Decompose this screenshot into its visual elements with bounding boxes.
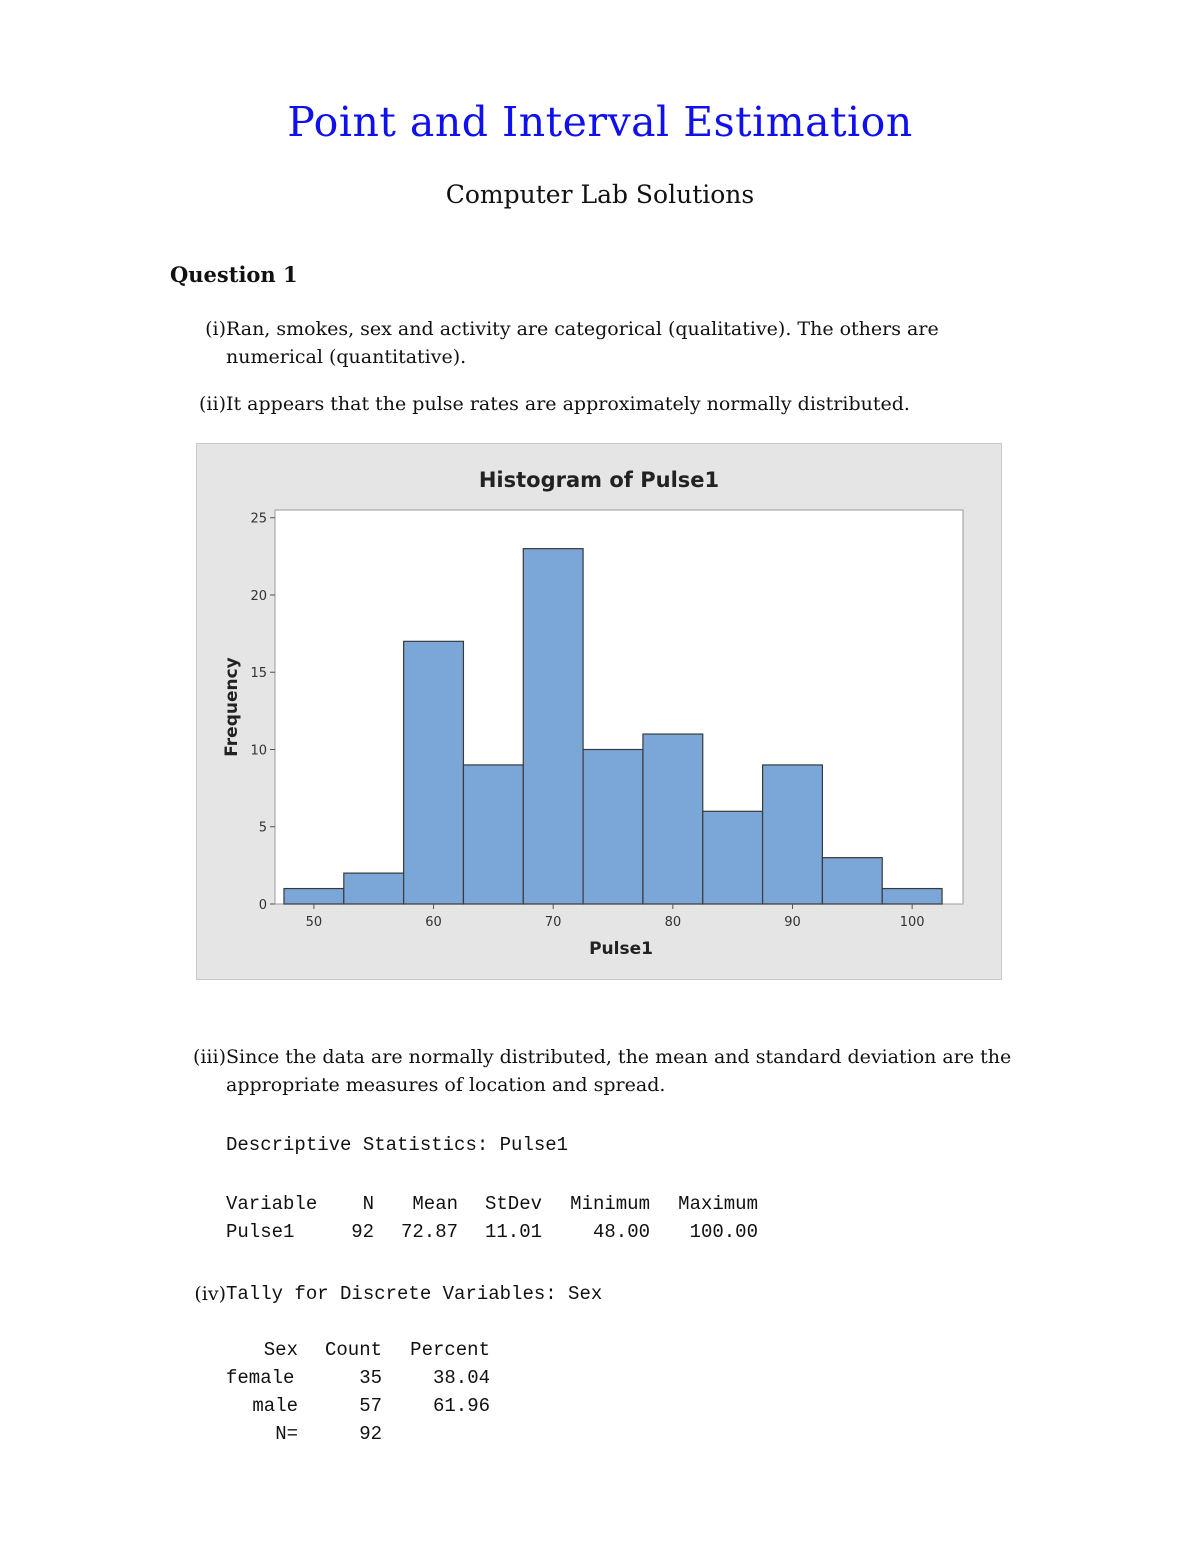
table-header: Percent <box>410 1339 490 1361</box>
item-label: (ii) <box>199 393 226 415</box>
histogram-bar <box>822 858 882 904</box>
page-subtitle: Computer Lab Solutions <box>445 180 755 209</box>
item-label: (iii) <box>192 1046 226 1068</box>
question-heading: Question 1 <box>170 262 298 287</box>
table-cell: female <box>226 1367 295 1389</box>
tally-table <box>226 1336 490 1448</box>
item-label: (i) <box>205 318 226 340</box>
table-row <box>226 1364 490 1392</box>
histogram-bar <box>523 549 583 904</box>
x-axis-label: Pulse1 <box>589 939 653 959</box>
table-cell: 92 <box>351 1221 374 1243</box>
histogram-bar <box>763 765 823 904</box>
table-cell: male <box>252 1395 298 1417</box>
table-header: Count <box>324 1339 382 1361</box>
chart-title: Histogram of Pulse1 <box>478 468 720 492</box>
x-tick-label: 50 <box>305 915 323 930</box>
descriptive-table <box>226 1190 758 1246</box>
histogram-bar <box>463 765 523 904</box>
histogram-svg <box>197 444 1001 979</box>
table-cell: 92 <box>359 1423 382 1445</box>
table-header: Variable <box>226 1193 318 1215</box>
histogram-bar <box>344 873 404 904</box>
table-header: Maximum <box>678 1193 758 1215</box>
item-text: Since the data are normally distributed, the mean and standard deviation are the appropriate measures of location and spread. <box>226 1046 1012 1096</box>
histogram-bar <box>284 889 344 904</box>
table-header: Minimum <box>570 1193 650 1215</box>
table-row <box>226 1392 490 1420</box>
table-header: StDev <box>484 1193 542 1215</box>
item-label: (iv) <box>194 1283 226 1305</box>
table-cell: 72.87 <box>400 1221 458 1243</box>
table-row <box>226 1420 490 1448</box>
table-cell: 11.01 <box>484 1221 542 1243</box>
item-text: It appears that the pulse rates are approximately normally distributed. <box>226 393 910 415</box>
x-tick-label: 90 <box>784 915 801 930</box>
table-cell: 38.04 <box>432 1367 490 1389</box>
x-tick-label: 80 <box>664 915 682 930</box>
table-header: Sex <box>263 1339 298 1361</box>
y-tick-label: 0 <box>258 898 267 913</box>
page-title: Point and Interval Estimation <box>287 98 913 146</box>
histogram-bar <box>643 734 703 904</box>
y-axis-label: Frequency <box>222 657 242 757</box>
table-header: Mean <box>412 1193 458 1215</box>
table-cell: Pulse1 <box>226 1221 295 1243</box>
table-header-row <box>226 1336 490 1364</box>
x-tick-label: 100 <box>899 915 925 930</box>
table-cell: 61.96 <box>432 1395 490 1417</box>
histogram-bar <box>583 749 643 904</box>
table-cell: N= <box>275 1423 298 1445</box>
histogram-bar <box>404 641 464 904</box>
table-cell: 48.00 <box>592 1221 650 1243</box>
table-header-row <box>226 1190 758 1218</box>
y-tick-label: 10 <box>250 743 267 759</box>
table-cell <box>382 1420 490 1448</box>
item-text: Tally for Discrete Variables: Sex <box>226 1283 603 1305</box>
table-cell: 100.00 <box>689 1221 758 1243</box>
x-tick-label: 60 <box>425 915 442 930</box>
item-text: Ran, smokes, sex and activity are categorical (qualitative). The others are numerical (quantitative). <box>226 318 939 368</box>
table-row <box>226 1218 758 1246</box>
y-tick-label: 20 <box>250 588 267 604</box>
table-cell: 57 <box>359 1395 382 1417</box>
y-tick-label: 15 <box>250 666 267 682</box>
y-tick-label: 25 <box>250 511 267 527</box>
table-cell: 35 <box>359 1367 382 1389</box>
histogram-bar <box>703 811 763 904</box>
histogram-chart <box>196 443 1002 980</box>
descriptive-title: Descriptive Statistics: Pulse1 <box>226 1134 569 1156</box>
x-tick-label: 70 <box>544 915 562 930</box>
y-tick-label: 5 <box>258 820 267 836</box>
table-header: N <box>362 1193 374 1215</box>
histogram-bar <box>882 889 942 904</box>
